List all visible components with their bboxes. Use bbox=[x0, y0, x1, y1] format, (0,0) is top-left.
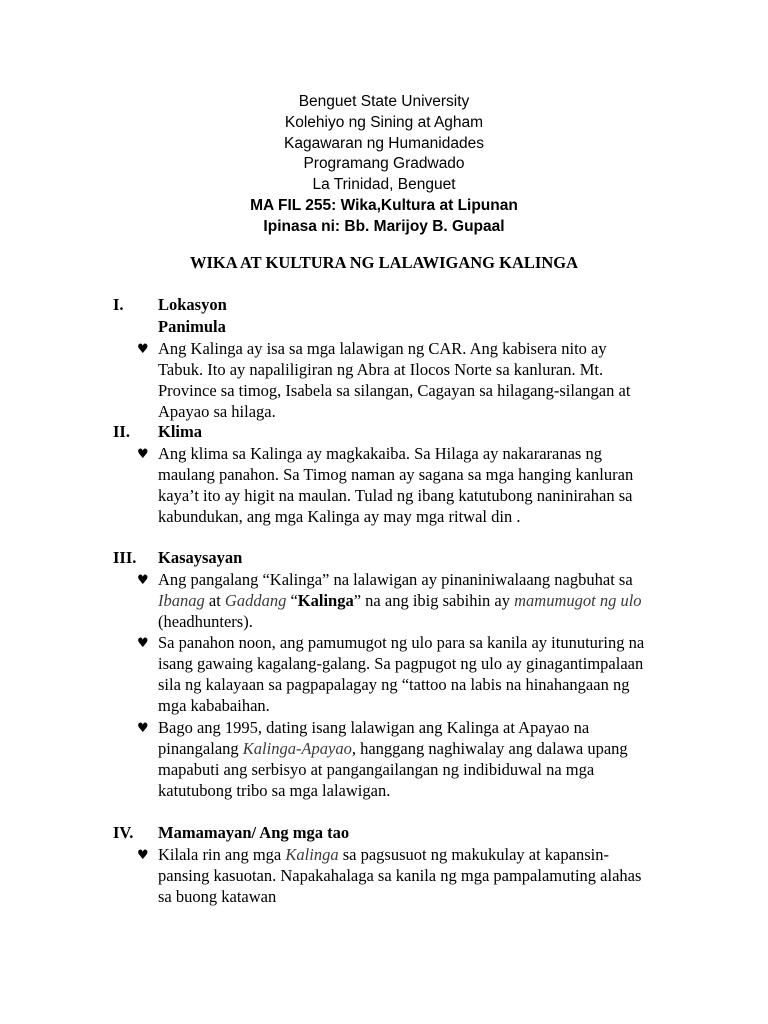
paragraph-line: katutubong tribo sa mga lalawigan. bbox=[158, 781, 391, 800]
paragraph bbox=[158, 569, 678, 632]
program-name: Programang Gradwado bbox=[303, 155, 465, 173]
italic-term: Kalinga-Apayao bbox=[242, 739, 352, 758]
bold-term: Kalinga bbox=[297, 591, 354, 610]
heart-bullet-icon: ♥ bbox=[137, 636, 149, 651]
text-run: sa pagsusuot ng makukulay at kapansin- bbox=[338, 845, 609, 864]
college-name: Kolehiyo ng Sining at Agham bbox=[284, 113, 484, 131]
paragraph-line: pansing kasuotan. Napakahalaga sa kanila ng mga pampalamuting alahas bbox=[158, 866, 642, 885]
paragraph-line: Ang klima sa Kalinga ay magkakaiba. Sa Hilaga ay nakararanas ng bbox=[158, 444, 602, 463]
paragraph bbox=[158, 717, 678, 801]
paragraph-line: (headhunters). bbox=[158, 612, 253, 631]
section-number: I. bbox=[113, 295, 124, 314]
text-run: , hanggang naghiwalay ang dalawa upang bbox=[351, 739, 628, 758]
section-number: II. bbox=[113, 422, 130, 441]
text-run: “ bbox=[286, 591, 298, 610]
paragraph-line: isang gawaing kagalang-galang. Sa pagpugot ng ulo ay ginagantimpalaan bbox=[158, 654, 644, 673]
paragraph-line: maulang panahon. Sa Timog naman ay sagana sa mga hanging kanluran bbox=[158, 465, 634, 484]
location: La Trinidad, Benguet bbox=[312, 176, 456, 194]
paragraph-line: Bago ang 1995, dating isang lalawigan ang Kalinga at Apayao na bbox=[158, 718, 590, 737]
text-run: ” na ang ibig sabihin ay bbox=[353, 591, 515, 610]
paragraph bbox=[158, 632, 678, 716]
section-title: Kasaysayan bbox=[158, 548, 243, 567]
paragraph-line: Apayao sa hilaga. bbox=[158, 402, 276, 421]
section-title: Mamamayan/ Ang mga tao bbox=[158, 823, 350, 842]
paragraph-line: Ang pangalang “Kalinga” na lalawigan ay pinaniniwalaang nagbuhat sa bbox=[158, 570, 633, 589]
department-name: Kagawaran ng Humanidades bbox=[284, 134, 484, 152]
text-run: Kilala rin ang mga bbox=[158, 845, 286, 864]
heart-bullet-icon: ♥ bbox=[137, 848, 149, 863]
paragraph-line: sila ng kalayaan sa pagpapalagay ng “tattoo na labis na hinahangaan ng bbox=[158, 675, 630, 694]
section-title: Klima bbox=[158, 422, 202, 441]
italic-term: Gaddang bbox=[224, 591, 287, 610]
heart-bullet-icon: ♥ bbox=[137, 573, 149, 588]
italic-term: mamumugot ng ulo bbox=[514, 591, 642, 610]
section-number: III. bbox=[113, 548, 137, 567]
submitted-to: Ipinasa ni: Bb. Marijoy B. Gupaal bbox=[263, 217, 505, 235]
text-run: pinangalang bbox=[158, 739, 243, 758]
document-title: WIKA AT KULTURA NG LALAWIGANG KALINGA bbox=[190, 253, 578, 272]
paragraph-line bbox=[158, 738, 678, 759]
section-subtitle: Panimula bbox=[158, 317, 226, 336]
paragraph-line: Sa panahon noon, ang pamumugot ng ulo para sa kanila ay itunuturing na bbox=[158, 633, 645, 652]
paragraph bbox=[158, 338, 678, 422]
paragraph-line bbox=[158, 590, 678, 611]
italic-term: Kalinga bbox=[285, 845, 339, 864]
paragraph-line: kaya’t ito ay higit na maulan. Tulad ng ibang katutubong naninirahan sa bbox=[158, 486, 633, 505]
paragraph-line: Province sa timog, Isabela sa silangan, Cagayan sa hilagang-silangan at bbox=[158, 381, 631, 400]
university-name: Benguet State University bbox=[298, 93, 470, 110]
paragraph bbox=[158, 844, 678, 907]
text-run: at bbox=[204, 591, 225, 610]
document-header bbox=[0, 92, 768, 238]
course-title: MA FIL 255: Wika,Kultura at Lipunan bbox=[250, 196, 518, 214]
heart-bullet-icon: ♥ bbox=[137, 721, 149, 736]
section-number: IV. bbox=[113, 823, 134, 842]
section-title: Lokasyon bbox=[158, 295, 227, 314]
heart-bullet-icon: ♥ bbox=[137, 342, 149, 357]
heart-bullet-icon: ♥ bbox=[137, 447, 149, 462]
paragraph-line: sa buong katawan bbox=[158, 887, 277, 906]
paragraph-line: Ang Kalinga ay isa sa mga lalawigan ng CAR. Ang kabisera nito ay bbox=[158, 339, 607, 358]
paragraph bbox=[158, 443, 678, 527]
paragraph-line bbox=[158, 844, 678, 865]
paragraph-line: mapabuti ang serbisyo at pangangailangan ng indibiduwal na mga bbox=[158, 760, 595, 779]
paragraph-line: Tabuk. Ito ay napaliligiran ng Abra at Ilocos Norte sa kanluran. Mt. bbox=[158, 360, 604, 379]
italic-term: Ibanag bbox=[158, 591, 205, 610]
paragraph-line: mga kababaihan. bbox=[158, 696, 270, 715]
paragraph-line: kabundukan, ang mga Kalinga ay may mga ritwal din . bbox=[158, 507, 521, 526]
